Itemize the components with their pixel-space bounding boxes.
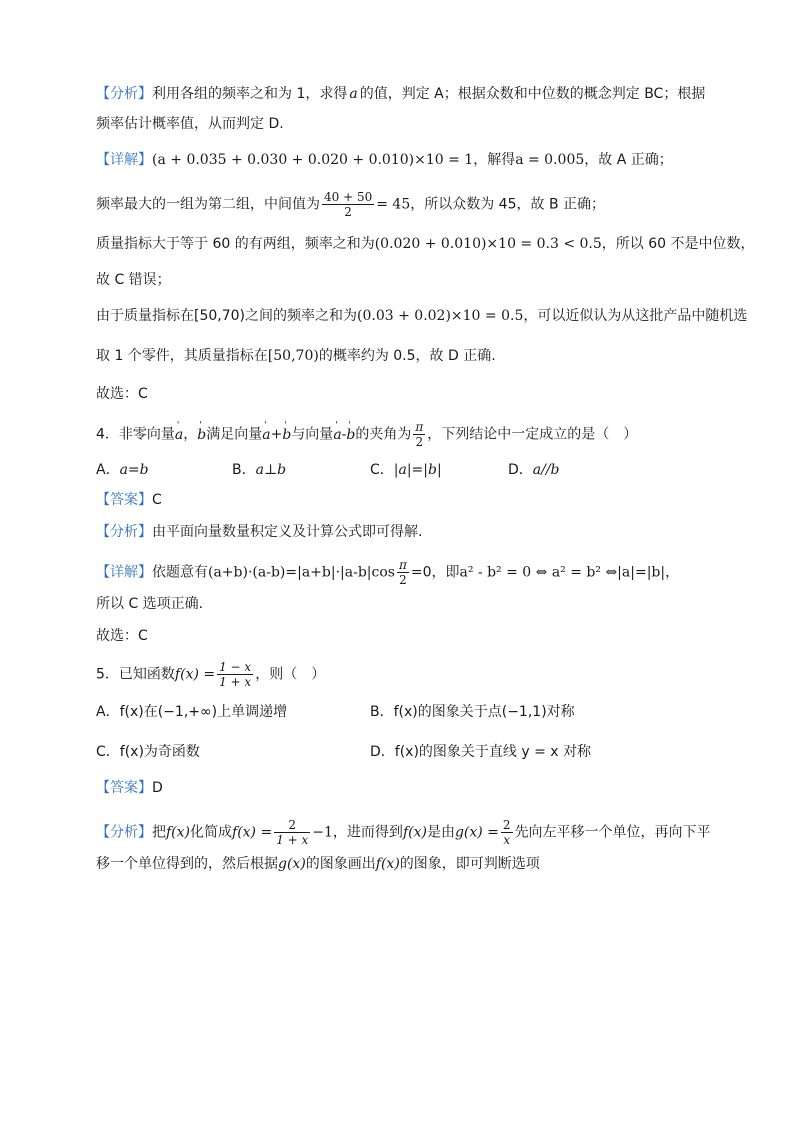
q5-analysis-b: 化简成 — [190, 824, 233, 841]
q4-detail-a: 依题意有 — [152, 564, 208, 581]
q4-analysis-text: 由平面向量数量积定义及计算公式即可得解. — [152, 524, 423, 540]
q5-analysis-f2: f(x) = — [232, 824, 273, 841]
q4-option-a-text: a=b — [119, 462, 149, 478]
q5-option-a: A．f(x)在(−1,+∞)上单调递增 — [96, 704, 288, 720]
q4-option-d-letter: D． — [508, 462, 533, 478]
q4-stem-fraction — [413, 420, 425, 449]
q5-analysis-frac1-den: 1 + x — [276, 833, 309, 847]
q3-detail-line1 — [96, 150, 726, 170]
analysis-label: 【分析】 — [96, 824, 152, 841]
q4-vec-b2: ' b — [282, 425, 291, 445]
q3-median-text-b: ，所以 60 不是中位数， — [601, 236, 755, 252]
q3-detail-line2 — [96, 190, 726, 219]
answer-label: 【答案】 — [96, 780, 152, 796]
q4-option-a-letter: A． — [96, 462, 120, 478]
q5-answer-value: D — [152, 780, 163, 796]
q3-detail-line4: 故 C 错误； — [96, 272, 171, 288]
q4-option-a — [96, 460, 149, 480]
q3-prob-text-a: 由于质量指标在[50,70)之间的频率之和为 — [96, 308, 358, 324]
q5-stem-frac-den: 1 + x — [219, 675, 252, 689]
q4-detail-frac-den: 2 — [399, 573, 407, 587]
q5-analysis-e: 先向左平移一个单位，再向下平 — [514, 824, 711, 841]
analysis-label: 【分析】 — [96, 524, 152, 540]
q3-mode-frac-den: 2 — [344, 205, 352, 219]
q3-prob-expr: (0.03 + 0.02)×10 = 0.5 — [357, 308, 524, 324]
q4-option-b-text: a⊥b — [255, 462, 287, 478]
q4-option-c — [370, 460, 442, 480]
q4-detail-fraction — [397, 558, 409, 587]
q5-analysis — [96, 818, 726, 847]
q5-analysis-frac1-num: 2 — [274, 818, 310, 833]
q4-analysis — [96, 522, 726, 542]
q4-option-d — [508, 460, 560, 480]
q5-analysis-line2-c: 的图象，即可判断选项 — [399, 856, 540, 872]
q3-var-a: a — [349, 86, 358, 102]
q4-vec-a2: ' a — [262, 425, 270, 445]
q5-option-d: D．f(x)的图象关于直线 y = x 对称 — [370, 744, 592, 760]
q4-stem: 4．非零向量' a，' b满足向量' a+' b与向量' a-' b的夹角为 $\frac{\pi}{2}$ ，下列结论中一定成立的是（ ） — [96, 420, 726, 449]
q4-option-c-text: |a|=|b| — [393, 462, 442, 478]
q4-vec-b: ' b — [197, 425, 206, 445]
q3-prob2-text-b: 的概率约为 0.5，故 D 正确. — [318, 348, 496, 364]
q4-stem-d: 的夹角为 — [355, 426, 412, 443]
answer-label: 【答案】 — [96, 492, 152, 508]
q4-detail-b: =0，即 — [410, 564, 460, 581]
q3-prob-text-b: ，可以近似认为从这批产品中随机选 — [523, 308, 748, 324]
q5-stem-frac-num: 1 − x — [219, 660, 252, 674]
q3-prob2-text-a: 取 1 个零件，其质量指标在 — [96, 348, 268, 364]
q4-stem-b: 满足向量 — [206, 426, 263, 443]
q3-prob2-expr: [50,70) — [267, 348, 319, 364]
q5-analysis-line2-a: 移一个单位得到的，然后根据 — [96, 856, 278, 872]
q4-detail-frac-num: π — [398, 558, 407, 572]
q5-analysis-d: 是由 — [426, 824, 455, 841]
q4-option-d-text: a//b — [532, 462, 560, 478]
q5-option-c: C．f(x)为奇函数 — [96, 744, 200, 760]
q3-median-expr: (0.020 + 0.010)×10 = 0.3 < 0.5 — [374, 236, 602, 252]
q5-stem-f: f(x) = — [174, 666, 216, 683]
q4-detail-expr: (a+b)·(a-b)=|a+b|·|a-b|cos — [208, 564, 395, 581]
q3-analysis-line1 — [96, 84, 726, 104]
q4-stem-frac-num: π — [415, 420, 424, 434]
q3-mode-eq: = 45 — [376, 196, 411, 213]
q5-analysis-fraction2 — [501, 818, 513, 847]
q3-median-text-a: 质量指标大于等于 60 的有两组，频率之和为 — [96, 236, 375, 252]
q5-analysis-frac2-num: 2 — [502, 818, 511, 832]
q3-choose: 故选：C — [96, 386, 148, 402]
q5-analysis-line2-f: f(x) — [375, 856, 400, 872]
q5-analysis-c: −1，进而得到 — [312, 824, 403, 841]
q4-stem-frac-den: 2 — [415, 435, 424, 449]
q5-stem-b: ，则（ ） — [255, 666, 326, 683]
q4-choose: 故选：C — [96, 628, 148, 644]
q5-analysis-a: 把 — [152, 824, 166, 841]
q4-detail-line2: 所以 C 选项正确. — [96, 596, 204, 612]
detail-label: 【详解】 — [96, 152, 152, 168]
q4-option-b-letter: B． — [232, 462, 256, 478]
q5-option-b: B．f(x)的图象关于点(−1,1)对称 — [370, 704, 575, 720]
q4-stem-e: ，下列结论中一定成立的是（ ） — [427, 426, 638, 443]
q4-stem-c: 与向量 — [291, 426, 334, 443]
q5-analysis-line2 — [96, 854, 726, 874]
q3-detail-expr1: (a + 0.035 + 0.030 + 0.020 + 0.010)×10 = 1 — [152, 152, 474, 168]
q4-vec-a: ' a — [175, 425, 183, 445]
q4-vec-a3: ' a — [333, 425, 341, 445]
q5-stem — [96, 660, 726, 689]
q3-analysis-line2: 频率估计概率值，从而判定 D. — [96, 116, 284, 132]
detail-label: 【详解】 — [96, 564, 152, 581]
q5-analysis-g: g(x) = — [454, 824, 499, 841]
q4-option-c-letter: C． — [370, 462, 394, 478]
q3-analysis-text-b: 的值，判定 A；根据众数和中位数的概念判定 BC；根据 — [359, 86, 706, 102]
q4-stem-a: 4．非零向量 — [96, 426, 175, 443]
q3-mode-text-c: ，所以众数为 45，故 B 正确； — [410, 196, 606, 213]
q3-detail-text-a: ，解得 — [473, 152, 516, 168]
q5-stem-fraction — [217, 660, 253, 689]
q3-mode-fraction — [322, 190, 374, 219]
analysis-label: 【分析】 — [96, 86, 152, 102]
q3-detail-line6 — [96, 346, 726, 366]
q4-detail — [96, 558, 726, 587]
q3-detail-expr2: a = 0.005 — [515, 152, 585, 168]
q3-detail-text-b: ，故 A 正确； — [584, 152, 673, 168]
q5-answer — [96, 778, 726, 798]
q5-analysis-fraction1 — [274, 818, 310, 847]
q4-detail-expr2: a² - b² = 0 ⇔ a² = b² ⇔|a|=|b|， — [459, 564, 680, 581]
q3-mode-frac-num: 40 + 50 — [324, 190, 373, 204]
q5-analysis-line2-b: 的图象画出 — [305, 856, 376, 872]
q5-stem-a: 5．已知函数 — [96, 666, 175, 683]
q4-answer-value: C — [152, 492, 162, 508]
q5-analysis-frac2-den: x — [503, 833, 511, 847]
q5-analysis-f1: f(x) — [166, 824, 191, 841]
q3-mode-text-a: 频率最大的一组为第二组，中间值为 — [96, 196, 320, 213]
q3-analysis-text-a: 利用各组的频率之和为 1，求得 — [152, 86, 348, 102]
q4-option-b — [232, 460, 286, 480]
q4-vec-b3: ' b — [346, 425, 355, 445]
q3-detail-line5 — [96, 306, 748, 326]
q5-analysis-f3: f(x) — [402, 824, 427, 841]
q4-answer — [96, 490, 726, 510]
q3-detail-line3 — [96, 234, 755, 254]
q5-analysis-line2-g: g(x) — [278, 856, 306, 872]
